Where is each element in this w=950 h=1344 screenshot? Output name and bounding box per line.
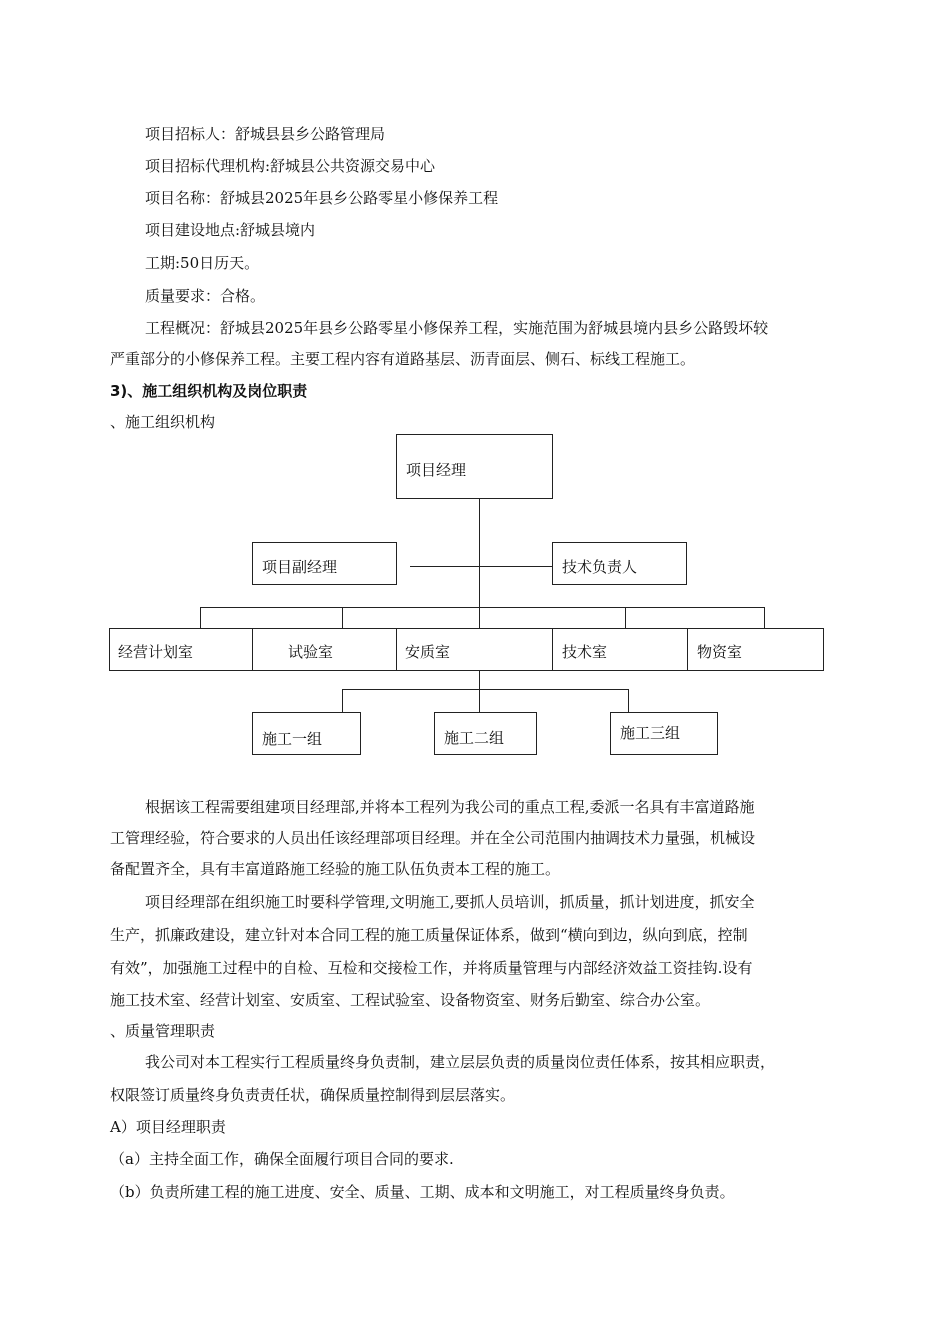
manager-duty-b: （b）负责所建工程的施工进度、安全、质量、工期、成本和文明施工，对工程质量终身负责。 — [110, 1183, 735, 1201]
duration-line: 工期:50日历天。 — [145, 254, 260, 272]
org-subtitle: 、施工组织机构 — [110, 413, 216, 431]
org-label-manager: 项目经理 — [406, 461, 467, 479]
dept-divider-3 — [552, 628, 553, 670]
manager-duties-title: A）项目经理职责 — [110, 1118, 226, 1136]
project-name-line: 项目名称：舒城县2025年县乡公路零星小修保养工程 — [145, 189, 499, 207]
connector-manager-trunk — [479, 498, 480, 628]
org-label-team-1: 施工一组 — [262, 730, 323, 748]
para1-line2: 工管理经验，符合要求的人员出任该经理部项目经理。并在全公司范围内抽调技术力量强，机械设 — [110, 829, 756, 847]
dept-label-lab: 试验室 — [288, 643, 334, 661]
org-label-team-3: 施工三组 — [620, 724, 681, 742]
para2-line1: 项目经理部在组织施工时要科学管理,文明施工,要抓人员培训，抓质量，抓计划进度，抓安全 — [145, 893, 755, 911]
location-line: 项目建设地点:舒城县境内 — [145, 221, 316, 239]
quality-subtitle: 、质量管理职责 — [110, 1022, 216, 1040]
connector-team-2 — [479, 689, 480, 712]
dept-label-planning: 经营计划室 — [118, 643, 194, 661]
section-title: 3)、施工组织机构及岗位职责 — [110, 382, 308, 400]
dept-label-technical: 技术室 — [562, 643, 608, 661]
manager-duty-a: （a）主持全面工作，确保全面履行项目合同的要求. — [110, 1150, 454, 1168]
org-label-tech-lead: 技术负责人 — [562, 558, 638, 576]
connector-dept-bar — [200, 607, 764, 608]
connector-dept-4 — [625, 607, 626, 628]
org-box-tech-lead — [552, 542, 687, 585]
org-box-deputy — [252, 542, 397, 585]
para1-line3: 备配置齐全，具有丰富道路施工经验的施工队伍负责本工程的施工。 — [110, 860, 561, 878]
agency-line: 项目招标代理机构:舒城县公共资源交易中心 — [145, 157, 436, 175]
dept-label-safety-quality: 安质室 — [405, 643, 451, 661]
dept-divider-2 — [396, 628, 397, 670]
para1-line1: 根据该工程需要组建项目经理部,并将本工程列为我公司的重点工程,委派一名具有丰富道路施 — [145, 798, 755, 816]
connector-teams-trunk — [479, 670, 480, 689]
org-label-deputy: 项目副经理 — [262, 558, 338, 576]
para2-line4: 施工技术室、经营计划室、安质室、工程试验室、设备物资室、财务后勤室、综合办公室。 — [110, 991, 711, 1009]
overview-line-2: 严重部分的小修保养工程。主要工程内容有道路基层、沥青面层、侧石、标线工程施工。 — [110, 350, 696, 368]
dept-divider-4 — [687, 628, 688, 670]
para3-line2: 权限签订质量终身负责责任状，确保质量控制得到层层落实。 — [110, 1086, 516, 1104]
connector-team-bar — [342, 689, 628, 690]
quality-line: 质量要求：合格。 — [145, 287, 266, 305]
para3-line1: 我公司对本工程实行工程质量终身负责制，建立层层负责的质量岗位责任体系，按其相应职责， — [145, 1053, 776, 1071]
connector-team-1 — [342, 689, 343, 712]
connector-dept-2 — [342, 607, 343, 628]
connector-team-3 — [628, 689, 629, 712]
connector-dept-5 — [764, 607, 765, 628]
org-box-manager — [396, 434, 553, 499]
dept-label-materials: 物资室 — [697, 643, 743, 661]
org-label-team-2: 施工二组 — [444, 729, 505, 747]
org-box-team-3 — [610, 712, 718, 755]
para2-line2: 生产，抓廉政建设，建立针对本合同工程的施工质量保证体系，做到“横向到边，纵向到底，控制 — [110, 926, 748, 944]
org-box-team-2 — [434, 712, 537, 755]
org-box-team-1 — [252, 712, 361, 755]
tenderer-line: 项目招标人：舒城县县乡公路管理局 — [145, 125, 386, 143]
dept-divider-1 — [252, 628, 253, 670]
overview-line-1: 工程概况：舒城县2025年县乡公路零星小修保养工程，实施范围为舒城县境内县乡公路毁坏较 — [145, 319, 769, 337]
connector-dept-1 — [200, 607, 201, 628]
para2-line3: 有效”，加强施工过程中的自检、互检和交接检工作，并将质量管理与内部经济效益工资挂钩.设有 — [110, 959, 753, 977]
connector-deputy-tech — [410, 566, 552, 567]
